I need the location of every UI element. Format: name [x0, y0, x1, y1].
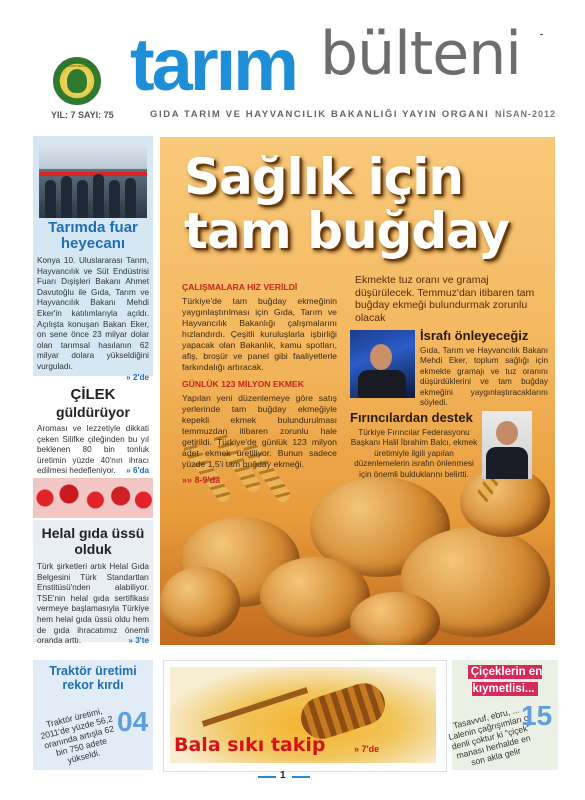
- fair-body: Konya 10. Uluslararası Tarım, Hayvancılık ve Süt Endüstrisi Fuarı Dışişleri Bakanı Ahmet Davutoğlu ile Gıda, Tarım ve Hayvancılık Bakanı Mehdi Eker'in katılımlarıyla açıldı. Açılışta konuşan Bakan Eker, on sene önce 23 milyar dolar olan tarımsal hasılanın 62 milyar dolara yükseldiğini vurguladı.: [37, 256, 149, 371]
- honey-ref-link[interactable]: » 7'de: [354, 744, 380, 754]
- flowers-body: Tasavvuf, ebru, ... Lalenin çağrışımları o denli çoktur ki "çiçek" manası herhalde en son akla gelir: [447, 704, 532, 768]
- brand-bulteni: bülteni: [320, 19, 521, 89]
- tractor-body: Traktör üretimi, 2011'de yüzde 56,2 oranında artışla 62 bin 750 adete yükseldi.: [39, 705, 115, 766]
- fair-photo: [39, 142, 147, 218]
- honey-headline: Bala sıkı takip: [174, 734, 326, 756]
- flowers-headline-wrap: [455, 664, 555, 698]
- fair-body-wrap: [37, 256, 149, 383]
- feature-headline-line2: tam buğday: [184, 202, 509, 260]
- strawberry-title-1: ÇİLEK: [70, 386, 116, 403]
- halal-body-wrap: [37, 562, 149, 647]
- halal-body: Türk şirketleri artık Helal Gıda Belgesini Türk Standartları Enstitüsü'nden alabiliyor. TSE'nin helal gıda sertifikası vermeye başlamasıyla Türkiye hem helal gıda üssü oldu hem de gıda ihracatımız önemli oranda arttı.: [37, 562, 149, 646]
- flowers-headline: Çiçeklerin en kıymetlisi...: [468, 665, 543, 696]
- baker-photo: [482, 411, 532, 479]
- logo-text: T.C. GIDA TARIM VE HAYVANCILIK BAKANLIĞI: [57, 60, 95, 68]
- strawberry-body: Aroması ve lezzetiyle dikkati çeken Silifke çileğinden bu yıl beklenen 80 bin tonluk üretimin yüzde 40'nın ihracı edilmesi hedefleniyor.: [37, 424, 149, 476]
- brand-tarim: tarım: [130, 23, 296, 106]
- tractor-headline: Traktör üretimi rekor kırdı: [49, 664, 137, 692]
- halal-headline: Helal gıda üssü olduk: [41, 525, 145, 557]
- feature-column: [182, 282, 337, 485]
- strawberry-photo: [33, 478, 153, 518]
- feature-body-2: Yapılan yeni düzenlemeye göre satış yerlerinde tam buğday ekmeğiyle kepekli ekmek bulundurulması temmuzdan itibaren zorunlu hale getirildi. Türkiye'de günlük 123 milyon adet ekmek üretiliyor. Bunun sadece yüzde 1,5'i tam buğday ekmeği.: [182, 393, 337, 469]
- page-rule-right: [292, 776, 310, 778]
- strawberry-body-wrap: [37, 424, 149, 477]
- issue-date: NİSAN-2012: [495, 109, 557, 119]
- strawberry-title-2: güldürüyor: [56, 404, 130, 420]
- side1-body: Gıda, Tarım ve Hayvancılık Bakanı Mehdi Eker, toplum sağlığı için ekmekte gramajı ve tuz oranını düşürdüklerini ve tam buğday ekmeğini yaygınlaştıracaklarını söyledi.: [420, 346, 548, 408]
- side2-body: Türkiye Fırıncılar Federasyonu Başkanı Halil İbrahim Balcı, ekmek üretimiyle ilgili yapılan düzenlemelerin israfın önlenmesi için önemli bulduklarını belirtti.: [350, 428, 478, 479]
- feature-ref-link[interactable]: »» 8-9'da: [182, 475, 221, 485]
- minister-photo: [350, 330, 415, 398]
- masthead-tagline: GIDA TARIM VE HAYVANCILIK BAKANLIĞI YAYIN ORGANI: [150, 109, 490, 120]
- fair-headline: Tarımda fuar heyecanı: [48, 219, 138, 252]
- feature-headline: [184, 150, 509, 258]
- strawberry-ref-link[interactable]: » 6'da: [126, 465, 149, 475]
- issue-number: YIL: 7 SAYI: 75: [51, 110, 114, 120]
- feature-subhead-2: GÜNLÜK 123 MİLYON EKMEK: [182, 379, 304, 389]
- feature-lead: Ekmekte tuz oranı ve gramaj düşürülecek. Temmuz'dan itibaren tam buğday ekmeği bulundurmak zorunlu olacak: [355, 274, 535, 324]
- feature-subhead-1: ÇALIŞMALARA HIZ VERİLDİ: [182, 282, 298, 292]
- page-rule-left: [258, 776, 276, 778]
- fair-ref-link[interactable]: » 2'de: [126, 372, 149, 382]
- page-number: 1: [280, 770, 286, 781]
- tractor-page-ref[interactable]: 04: [117, 706, 149, 737]
- side2-headline: Fırıncılardan destek: [350, 410, 473, 425]
- corner-mark: [540, 34, 543, 35]
- flowers-page-ref[interactable]: 15: [521, 700, 553, 731]
- halal-ref-link[interactable]: » 3'te: [128, 635, 149, 645]
- feature-body-1: Türkiye'de tam buğday ekmeğinin yaygınlaştırılması için Gıda, Tarım ve Hayvancılık Bakanlığı çalışmalarını hızlandırdı. Çeşitli kuruluşlarla işbirliği yapacak olan Bakanlık, kamu spotları, afiş, broşür ve panel gibi faaliyetlerle farkındalığı artıracak.: [182, 296, 337, 372]
- feature-headline-line1: Sağlık için: [184, 148, 463, 206]
- side1-headline: İsrafı önleyeceğiz: [420, 328, 529, 343]
